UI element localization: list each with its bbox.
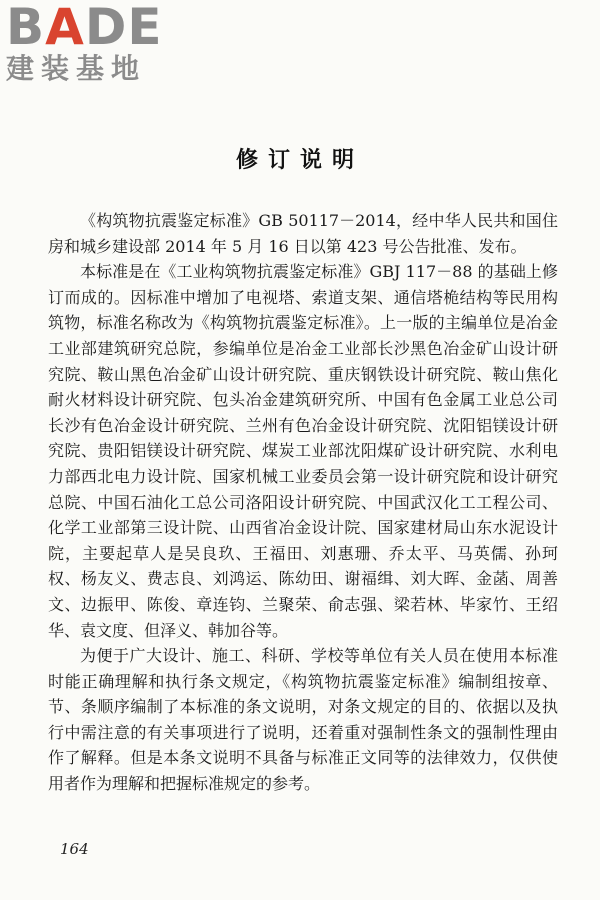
- page-title: 修订说明: [235, 148, 364, 173]
- paragraph-purpose: 为便于广大设计、施工、科研、学校等单位有关人员在使用本标准时能正确理解和执行条文规定，《构筑物抗震鉴定标准》编制组按章、节、条顺序编制了本标准的条文说明，对条文规定的目的、依据以及执行中需注意的有关事项进行了说明，还着重对强制性条文的强制性理由作了解释。但是本条文说明不具备与标准正文同等的法律效力，仅供使用者作为理解和把握标准规定的参考。: [48, 646, 558, 794]
- logo-letter-b: B: [6, 0, 46, 56]
- bade-logo: [6, 2, 181, 88]
- paragraph-approval: 《构筑物抗震鉴定标准》GB 50117－2014，经中华人民共和国住房和城乡建设部 2014 年 5 月 16 日以第 423 号公告批准、发布。: [48, 211, 558, 256]
- document-body: [48, 208, 558, 797]
- page-number: 164: [60, 840, 89, 858]
- logo-letters-de: DE: [84, 0, 163, 56]
- logo-subtitle: 建装基地: [6, 52, 147, 85]
- logo-wordmark: [6, 0, 181, 56]
- logo-letter-a-accent: A: [45, 0, 85, 56]
- paragraph-history: 本标准是在《工业构筑物抗震鉴定标准》GBJ 117－88 的基础上修订而成的。因标准中增加了电视塔、索道支架、通信塔桅结构等民用构筑物，标准名称改为《构筑物抗震鉴定标准》。上一版的主编单位是冶金工业部建筑研究总院，参编单位是冶金工业部长沙黑色冶金矿山设计研究院、鞍山黑色冶金矿山设计研究院、重庆钢铁设计研究院、鞍山焦化耐火材料设计研究院、包头冶金建筑研究所、中国有色金属工业总公司长沙有色冶金设计研究院、兰州有色冶金设计研究院、沈阳铝镁设计研究院、贵阳铝镁设计研究院、煤炭工业部沈阳煤矿设计研究院、水利电力部西北电力设计院、国家机械工业委员会第一设计研究院和设计研究总院、中国石油化工总公司洛阳设计研究院、中国武汉化工工程公司、化学工业部第三设计院、山西省冶金设计院、国家建材局山东水泥设计院，主要起草人是吴良玖、王福田、刘惠珊、乔太平、马英儒、孙珂权、杨友义、费志良、刘鸿运、陈幼田、谢福缉、刘大晖、金菡、周善文、边振甲、陈俊、章连钧、兰聚荣、俞志强、梁若林、毕家竹、王绍华、袁文度、但泽义、韩加谷等。: [48, 262, 558, 640]
